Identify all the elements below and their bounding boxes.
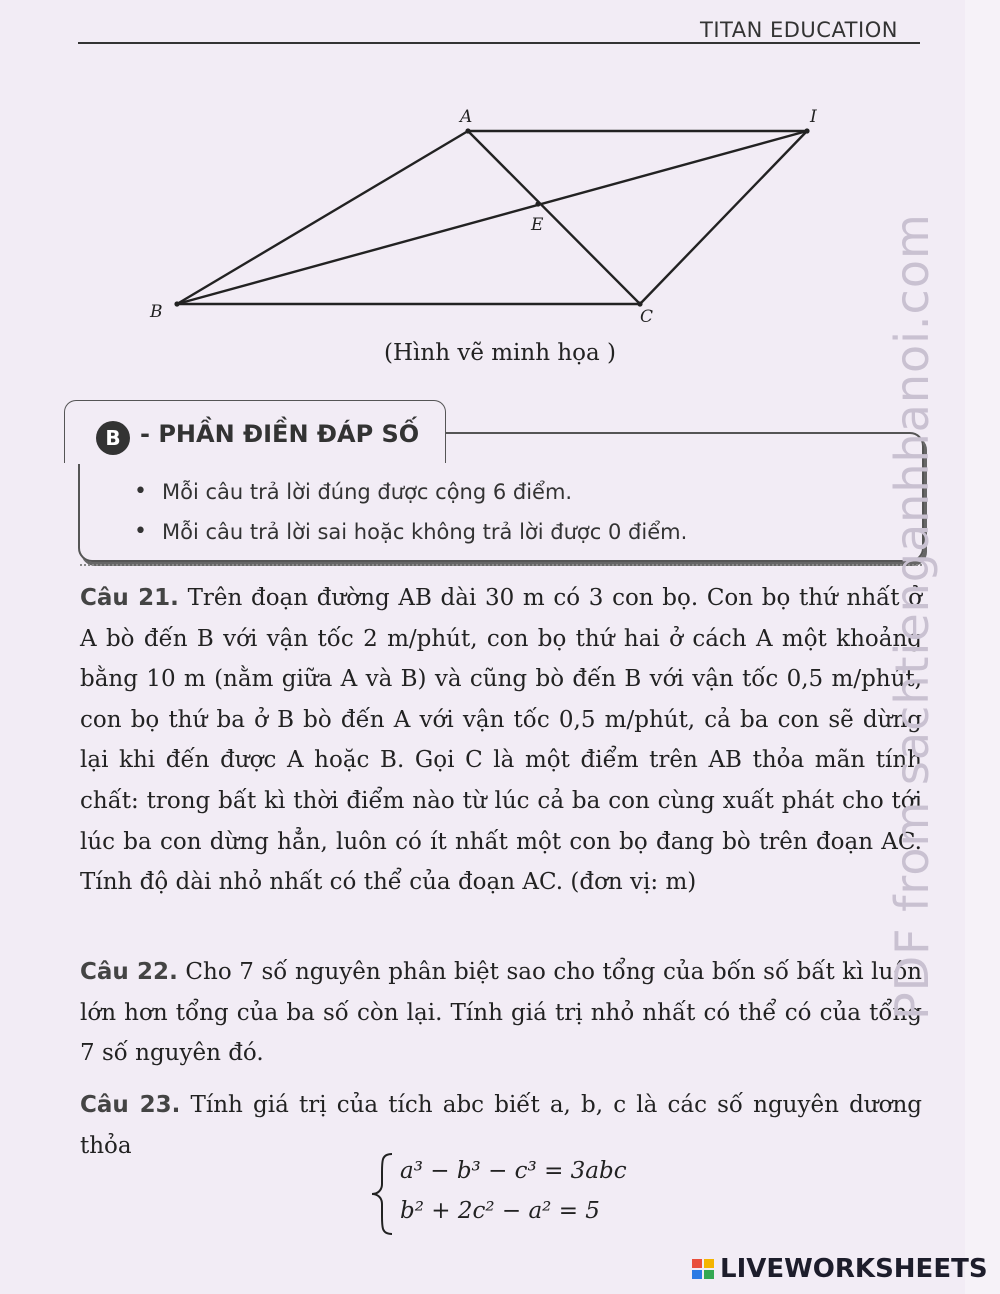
rule-item: • Mỗi câu trả lời đúng được cộng 6 điểm. xyxy=(128,472,687,512)
question-text: Tính giá trị của tích abc biết a, b, c là các số nguyên dương thỏa xyxy=(80,1092,922,1159)
liveworksheets-icon xyxy=(692,1259,716,1281)
figure-caption: (Hình vẽ minh họa ) xyxy=(384,340,616,366)
question-text: Cho 7 số nguyên phân biệt sao cho tổng của bốn số bất kì luôn lớn hơn tổng của ba số còn lại. Tính giá trị nhỏ nhất có thể có của tổng 7 số nguyên đó. xyxy=(80,959,922,1067)
label-I: I xyxy=(810,107,817,127)
question-label: Câu 22. xyxy=(80,959,178,985)
point-B xyxy=(174,301,179,306)
header-rule xyxy=(78,42,920,44)
point-A xyxy=(465,128,470,133)
label-C: C xyxy=(640,307,654,327)
liveworksheets-logo[interactable] xyxy=(692,1254,988,1284)
question-21 xyxy=(80,578,922,903)
watermark: PDF from sachtienganhhanoi.com xyxy=(885,213,939,1020)
section-divider xyxy=(80,564,922,566)
label-A: A xyxy=(460,107,473,127)
segment-BI xyxy=(177,131,807,304)
point-I xyxy=(804,128,809,133)
header-publisher: TITAN EDUCATION xyxy=(700,18,898,42)
equation-2: b² + 2c² − a² = 5 xyxy=(400,1198,600,1224)
section-title: - PHẦN ĐIỀN ĐÁP SỐ xyxy=(140,420,420,448)
left-brace-icon xyxy=(370,1152,396,1236)
logo-text: LIVEWORKSHEETS xyxy=(720,1254,988,1284)
question-label: Câu 23. xyxy=(80,1092,181,1118)
section-badge: B xyxy=(96,421,130,455)
question-22 xyxy=(80,952,922,1074)
point-C xyxy=(637,301,642,306)
equation-1: a³ − b³ − c³ = 3abc xyxy=(400,1158,627,1184)
question-23 xyxy=(80,1085,922,1166)
question-text: Trên đoạn đường AB dài 30 m có 3 con bọ. Con bọ thứ nhất ở A bò đến B với vận tốc 2 m/phút, con bọ thứ hai ở cách A một khoảng bằng 10 m (nằm giữa A và B) và cũng bò đến B với vận tốc 0,5 m/phút, con bọ thứ ba ở B bò đến A với vận tốc 0,5 m/phút, cả ba con sẽ dừng lại khi đến được A hoặc B. Gọi C là một điểm trên AB thỏa mãn tính chất: trong bất kì thời điểm nào từ lúc cả ba con cùng xuất phát cho tới lúc ba con dừng hẳn, luôn có ít nhất một con bọ đang bò trên đoạn AC. Tính độ dài nhỏ nhất có thể của đoạn AC. (đơn vị: m) xyxy=(80,585,922,896)
segment-CI xyxy=(640,131,807,304)
rule-item: • Mỗi câu trả lời sai hoặc không trả lời được 0 điểm. xyxy=(128,512,687,552)
rules-list xyxy=(128,472,687,552)
segment-AB xyxy=(177,131,468,304)
point-E xyxy=(535,201,540,206)
page-margin xyxy=(965,0,1000,1294)
label-E: E xyxy=(531,215,544,235)
label-B: B xyxy=(150,302,163,322)
question-label: Câu 21. xyxy=(80,585,179,611)
geometry-figure xyxy=(130,100,850,330)
